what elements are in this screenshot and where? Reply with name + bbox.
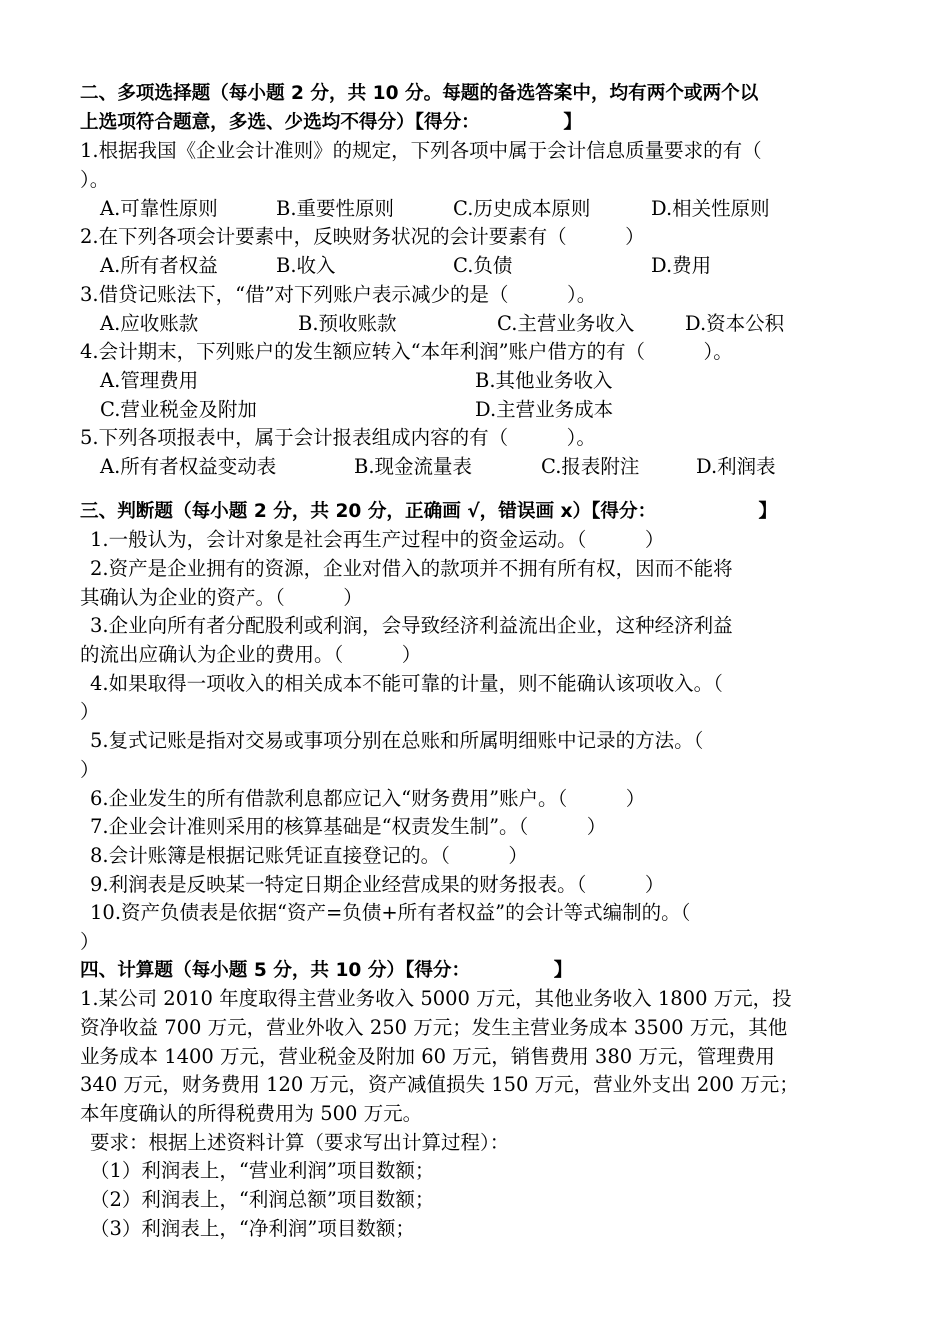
tf-line: 的流出应确认为企业的费用。（ ） <box>80 643 422 667</box>
q4-option-d: D.主营业务成本 <box>475 397 614 421</box>
calc-item: （3）利润表上，“净利润”项目数额； <box>90 1216 415 1240</box>
calc-paragraph-line: 340 万元，财务费用 120 万元，资产减值损失 150 万元，营业外支出 200 万元； <box>80 1073 799 1097</box>
tf-line: 1.一般认为，会计对象是社会再生产过程中的资金运动。（ ） <box>90 528 665 552</box>
tf-line: ） <box>80 700 100 724</box>
tf-line: 6.企业发生的所有借款利息都应记入“财务费用”账户。（ ） <box>90 786 646 810</box>
calc-paragraph-line: 本年度确认的所得税费用为 500 万元。 <box>80 1102 423 1126</box>
tf-line: 7.企业会计准则采用的核算基础是“权责发生制”。（ ） <box>90 815 607 839</box>
q5-stem: 5.下列各项报表中，属于会计报表组成内容的有（ ）。 <box>80 426 596 450</box>
tf-line: 其确认为企业的资产。（ ） <box>80 585 363 609</box>
q4-option-c: C.营业税金及附加 <box>100 397 257 421</box>
section4-heading: 四、计算题（每小题 5 分，共 10 分）【得分： 】 <box>80 959 573 981</box>
q4-stem: 4.会计期末，下列账户的发生额应转入“本年利润”账户借方的有（ ）。 <box>80 340 733 364</box>
q2-option-d: D.费用 <box>651 254 712 278</box>
q2-option-a: A.所有者权益 <box>100 254 218 278</box>
q5-option-d: D.利润表 <box>696 454 776 478</box>
q2-options <box>80 252 825 281</box>
tf-line: 10.资产负债表是依据“资产=负债+所有者权益”的会计等式编制的。（ <box>90 901 691 925</box>
q1-option-b: B.重要性原则 <box>276 196 395 220</box>
q3-option-b: B.预收账款 <box>298 311 397 335</box>
q1-stem-line1: 1.根据我国《企业会计准则》的规定，下列各项中属于会计信息质量要求的有（ <box>80 139 762 163</box>
q5-option-b: B.现金流量表 <box>354 454 473 478</box>
tf-line: ） <box>80 929 100 953</box>
calc-paragraph-line: 业务成本 1400 万元，营业税金及附加 60 万元，销售费用 380 万元，管理费用 <box>80 1044 775 1068</box>
q4-options-row1 <box>80 367 825 396</box>
q3-option-c: C.主营业务收入 <box>497 311 635 335</box>
tf-line: 4.如果取得一项收入的相关成本不能可靠的计量，则不能确认该项收入。（ <box>90 671 723 695</box>
q5-option-c: C.报表附注 <box>541 454 640 478</box>
section2-heading-line1: 二、多项选择题（每小题 2 分，共 10 分。每题的备选答案中，均有两个或两个以 <box>80 83 759 104</box>
calc-paragraph-line: 1.某公司 2010 年度取得主营业务收入 5000 万元，其他业务收入 1800 万元，投 <box>80 987 792 1011</box>
q3-option-a: A.应收账款 <box>100 311 199 335</box>
q3-option-d: D.资本公积 <box>685 311 785 335</box>
q1-option-c: C.历史成本原则 <box>453 196 591 220</box>
section2-heading-line2: 上选项符合题意，多选、少选均不得分）【得分： 】 <box>80 111 583 133</box>
calc-paragraph-line: 资净收益 700 万元，营业外收入 250 万元；发生主营业务成本 3500 万元，其他 <box>80 1016 788 1039</box>
q3-options <box>80 310 825 339</box>
tf-line: 5.复式记账是指对交易或事项分别在总账和所属明细账中记录的方法。（ <box>90 729 704 753</box>
q1-option-d: D.相关性原则 <box>651 196 770 220</box>
calc-requirement: 要求：根据上述资料计算（要求写出计算过程）： <box>90 1130 510 1154</box>
calc-item: （1）利润表上，“营业利润”项目数额； <box>90 1159 435 1183</box>
q1-option-a: A.可靠性原则 <box>100 196 218 220</box>
calc-item: （2）利润表上，“利润总额”项目数额； <box>90 1188 435 1212</box>
tf-line: 8.会计账簿是根据记账凭证直接登记的。（ ） <box>90 843 528 867</box>
q4-option-a: A.管理费用 <box>100 368 199 392</box>
q1-options <box>80 195 825 224</box>
q2-stem: 2.在下列各项会计要素中，反映财务状况的会计要素有（ ） <box>80 225 645 249</box>
tf-line: 2.资产是企业拥有的资源，企业对借入的款项并不拥有所有权，因而不能将 <box>90 557 733 580</box>
q3-stem: 3.借贷记账法下，“借”对下列账户表示减少的是（ ）。 <box>80 282 597 306</box>
q1-stem-line2: ）。 <box>80 168 110 192</box>
tf-line: 3.企业向所有者分配股利或利润，会导致经济利益流出企业，这种经济利益 <box>90 614 733 638</box>
q2-option-b: B.收入 <box>276 254 336 278</box>
exam-content <box>80 80 825 1244</box>
q2-option-c: C.负债 <box>453 254 513 278</box>
q5-option-a: A.所有者权益变动表 <box>100 454 277 478</box>
q4-option-b: B.其他业务收入 <box>475 368 613 392</box>
tf-line: 9.利润表是反映某一特定日期企业经营成果的财务报表。（ ） <box>90 872 665 896</box>
q4-options-row2 <box>80 396 825 425</box>
tf-line: ） <box>80 757 100 781</box>
q5-options <box>80 453 825 482</box>
section3-heading: 三、判断题（每小题 2 分，共 20 分，正确画 √，错误画 x）【得分： 】 <box>80 500 778 522</box>
